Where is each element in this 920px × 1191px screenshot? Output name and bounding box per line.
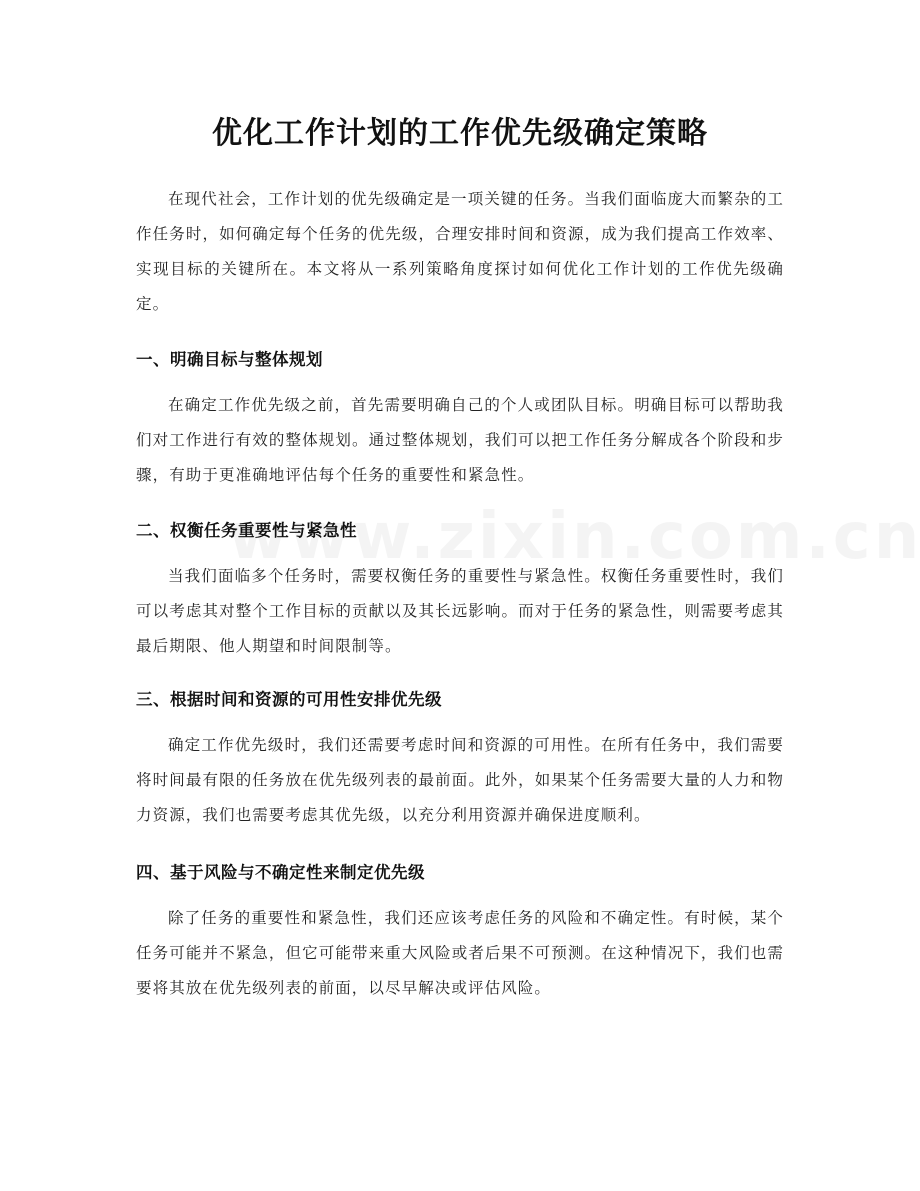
section-heading-3: 三、根据时间和资源的可用性安排优先级 <box>136 690 442 709</box>
document-body <box>136 182 784 1006</box>
section-body-1: 在确定工作优先级之前，首先需要明确自己的个人或团队目标。明确目标可以帮助我们对工作进行有效的整体规划。通过整体规划，我们可以把工作任务分解成各个阶段和步骤，有助于更准确地评估每个任务的重要性和紧急性。 <box>136 396 784 484</box>
section-body-3: 确定工作优先级时，我们还需要考虑时间和资源的可用性。在所有任务中，我们需要将时间最有限的任务放在优先级列表的最前面。此外，如果某个任务需要大量的人力和物力资源，我们也需要考虑其优先级，以充分利用资源并确保进度顺利。 <box>136 736 784 824</box>
section-heading-2: 二、权衡任务重要性与紧急性 <box>136 521 357 540</box>
section-body-2: 当我们面临多个任务时，需要权衡任务的重要性与紧急性。权衡任务重要性时，我们可以考虑其对整个工作目标的贡献以及其长远影响。而对于任务的紧急性，则需要考虑其最后期限、他人期望和时间限制等。 <box>136 567 784 655</box>
section-heading-4: 四、基于风险与不确定性来制定优先级 <box>136 863 425 882</box>
section-body-4: 除了任务的重要性和紧急性，我们还应该考虑任务的风险和不确定性。有时候，某个任务可能并不紧急，但它可能带来重大风险或者后果不可预测。在这种情况下，我们也需要将其放在优先级列表的前面，以尽早解决或评估风险。 <box>136 909 784 997</box>
section-heading-1: 一、明确目标与整体规划 <box>136 350 323 369</box>
document-title: 优化工作计划的工作优先级确定策略 <box>212 116 708 151</box>
intro-paragraph: 在现代社会，工作计划的优先级确定是一项关键的任务。当我们面临庞大而繁杂的工作任务时，如何确定每个任务的优先级，合理安排时间和资源，成为我们提高工作效率、实现目标的关键所在。本文将从一系列策略角度探讨如何优化工作计划的工作优先级确定。 <box>136 190 784 313</box>
